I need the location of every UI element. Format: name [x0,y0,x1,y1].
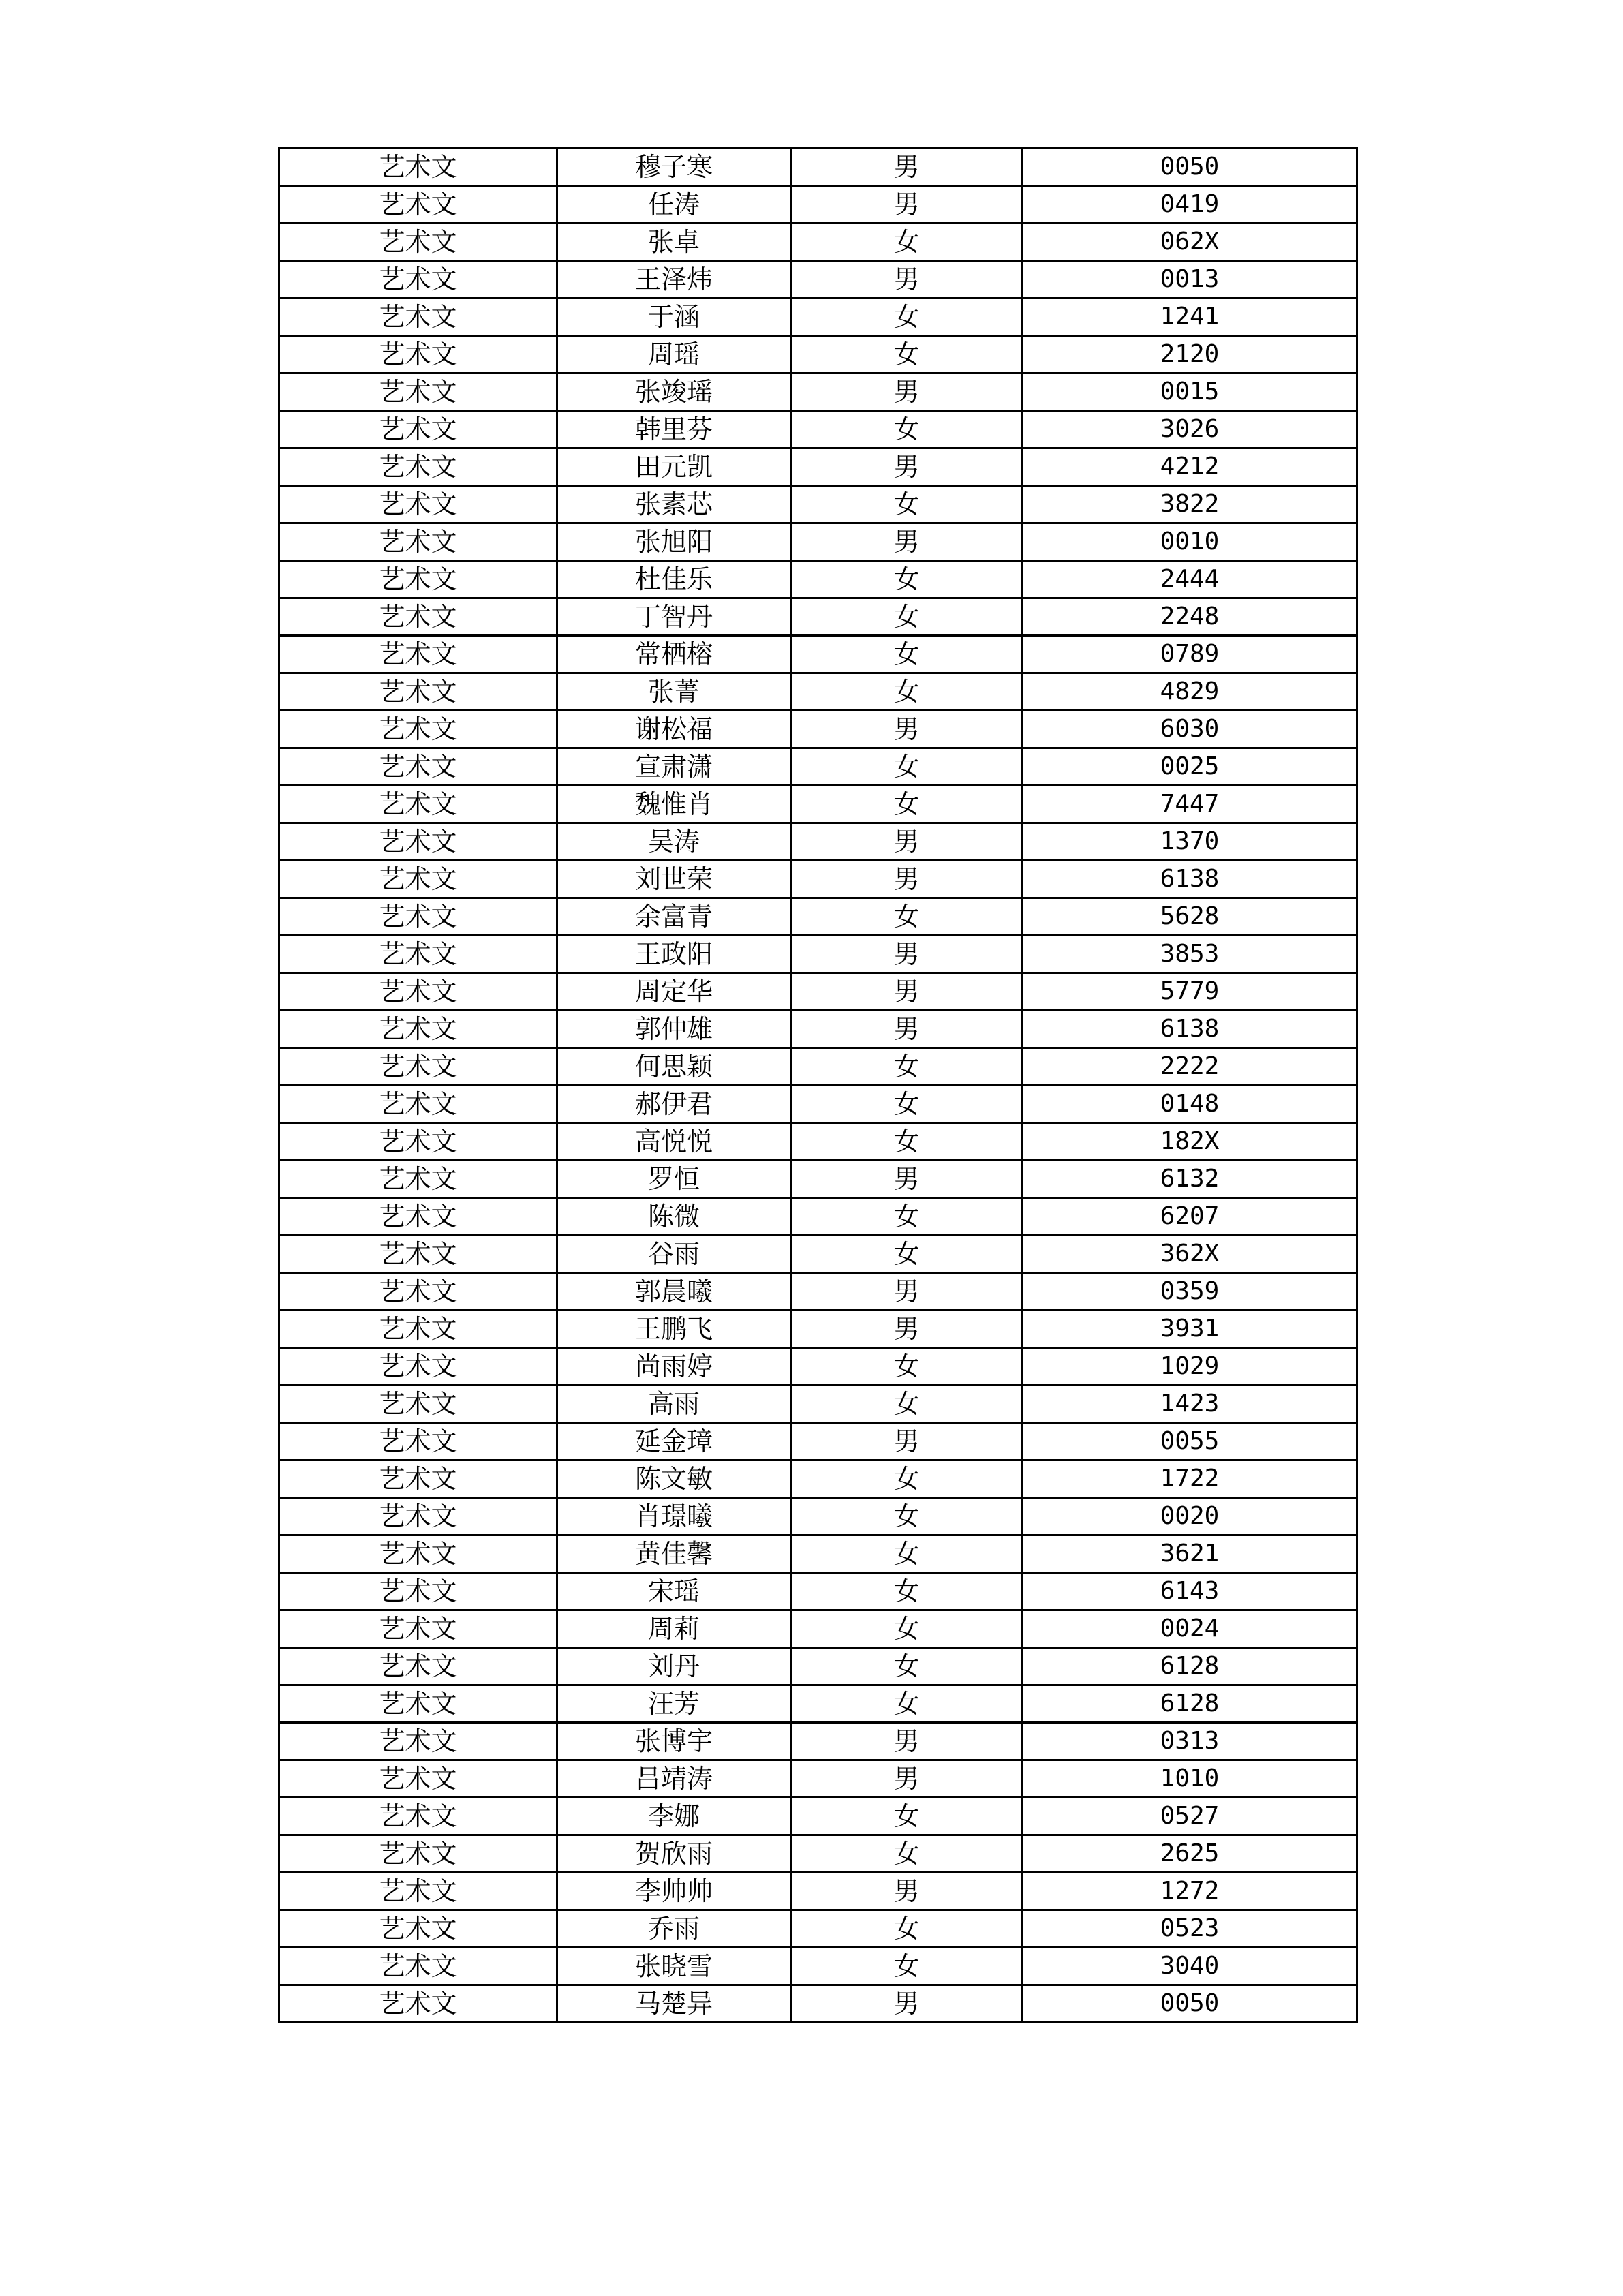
category-cell: 艺术文 [279,1648,557,1685]
category-cell: 艺术文 [279,1311,557,1348]
table-row [279,1798,1357,1835]
student-name-cell: 郝伊君 [557,1086,791,1123]
student-roster-table [278,147,1358,2023]
student-name-cell: 常栖榕 [557,636,791,673]
category-cell: 艺术文 [279,786,557,823]
student-name-cell: 马楚异 [557,1985,791,2023]
gender-cell: 男 [791,973,1023,1011]
roster-table-body [279,149,1357,2023]
gender-cell: 男 [791,149,1023,186]
student-name-cell: 李帅帅 [557,1873,791,1910]
table-row [279,1198,1357,1236]
id-suffix-cell: 2625 [1023,1835,1357,1873]
id-suffix-cell: 0419 [1023,186,1357,224]
student-name-cell: 李娜 [557,1798,791,1835]
gender-cell: 女 [791,748,1023,786]
table-row [279,748,1357,786]
id-suffix-cell: 7447 [1023,786,1357,823]
category-cell: 艺术文 [279,186,557,224]
student-name-cell: 黄佳馨 [557,1535,791,1573]
gender-cell: 男 [791,1311,1023,1348]
gender-cell: 女 [791,486,1023,523]
id-suffix-cell: 0013 [1023,261,1357,299]
table-row [279,1011,1357,1048]
gender-cell: 女 [791,673,1023,711]
student-name-cell: 周定华 [557,973,791,1011]
id-suffix-cell: 6143 [1023,1573,1357,1610]
table-row [279,411,1357,448]
id-suffix-cell: 3822 [1023,486,1357,523]
category-cell: 艺术文 [279,486,557,523]
student-name-cell: 张素芯 [557,486,791,523]
gender-cell: 男 [791,373,1023,411]
gender-cell: 女 [791,1648,1023,1685]
id-suffix-cell: 2444 [1023,561,1357,598]
gender-cell: 男 [791,823,1023,861]
gender-cell: 男 [791,1760,1023,1798]
table-row [279,861,1357,898]
id-suffix-cell: 0020 [1023,1498,1357,1535]
student-name-cell: 陈文敏 [557,1460,791,1498]
category-cell: 艺术文 [279,898,557,936]
table-row [279,448,1357,486]
id-suffix-cell: 3621 [1023,1535,1357,1573]
id-suffix-cell: 3026 [1023,411,1357,448]
category-cell: 艺术文 [279,973,557,1011]
id-suffix-cell: 0010 [1023,523,1357,561]
id-suffix-cell: 5779 [1023,973,1357,1011]
category-cell: 艺术文 [279,1873,557,1910]
student-name-cell: 陈微 [557,1198,791,1236]
gender-cell: 男 [791,1423,1023,1460]
student-name-cell: 贺欣雨 [557,1835,791,1873]
gender-cell: 女 [791,224,1023,261]
id-suffix-cell: 6138 [1023,1011,1357,1048]
category-cell: 艺术文 [279,1348,557,1386]
id-suffix-cell: 362X [1023,1236,1357,1273]
category-cell: 艺术文 [279,936,557,973]
table-row [279,224,1357,261]
category-cell: 艺术文 [279,1048,557,1086]
gender-cell: 女 [791,336,1023,373]
category-cell: 艺术文 [279,861,557,898]
id-suffix-cell: 0055 [1023,1423,1357,1460]
id-suffix-cell: 6128 [1023,1685,1357,1723]
category-cell: 艺术文 [279,748,557,786]
gender-cell: 女 [791,898,1023,936]
table-row [279,786,1357,823]
student-name-cell: 丁智丹 [557,598,791,636]
id-suffix-cell: 0025 [1023,748,1357,786]
student-name-cell: 张竣瑶 [557,373,791,411]
student-name-cell: 周瑶 [557,336,791,373]
student-name-cell: 谷雨 [557,1236,791,1273]
student-name-cell: 张卓 [557,224,791,261]
student-name-cell: 任涛 [557,186,791,224]
category-cell: 艺术文 [279,636,557,673]
id-suffix-cell: 182X [1023,1123,1357,1161]
id-suffix-cell: 062X [1023,224,1357,261]
gender-cell: 男 [791,1985,1023,2023]
gender-cell: 女 [791,299,1023,336]
table-row [279,373,1357,411]
gender-cell: 男 [791,861,1023,898]
gender-cell: 男 [791,186,1023,224]
gender-cell: 男 [791,448,1023,486]
student-name-cell: 余富青 [557,898,791,936]
gender-cell: 女 [791,598,1023,636]
gender-cell: 女 [791,411,1023,448]
gender-cell: 女 [791,1386,1023,1423]
table-row [279,1535,1357,1573]
category-cell: 艺术文 [279,1573,557,1610]
category-cell: 艺术文 [279,1236,557,1273]
category-cell: 艺术文 [279,1685,557,1723]
category-cell: 艺术文 [279,1460,557,1498]
table-row [279,1610,1357,1648]
student-name-cell: 尚雨婷 [557,1348,791,1386]
gender-cell: 女 [791,1086,1023,1123]
table-row [279,1460,1357,1498]
table-row [279,1048,1357,1086]
category-cell: 艺术文 [279,1610,557,1648]
category-cell: 艺术文 [279,224,557,261]
id-suffix-cell: 4212 [1023,448,1357,486]
student-name-cell: 王泽炜 [557,261,791,299]
table-row [279,523,1357,561]
gender-cell: 男 [791,523,1023,561]
student-name-cell: 宣肃潇 [557,748,791,786]
student-name-cell: 高雨 [557,1386,791,1423]
student-name-cell: 高悦悦 [557,1123,791,1161]
id-suffix-cell: 3040 [1023,1948,1357,1985]
category-cell: 艺术文 [279,1386,557,1423]
id-suffix-cell: 3853 [1023,936,1357,973]
table-row [279,336,1357,373]
id-suffix-cell: 0789 [1023,636,1357,673]
id-suffix-cell: 0148 [1023,1086,1357,1123]
table-row [279,1498,1357,1535]
table-row [279,1311,1357,1348]
student-name-cell: 周莉 [557,1610,791,1648]
table-row [279,1386,1357,1423]
student-name-cell: 张旭阳 [557,523,791,561]
student-name-cell: 汪芳 [557,1685,791,1723]
category-cell: 艺术文 [279,1123,557,1161]
student-name-cell: 张晓雪 [557,1948,791,1985]
table-row [279,1273,1357,1311]
student-name-cell: 罗恒 [557,1161,791,1198]
id-suffix-cell: 2248 [1023,598,1357,636]
table-row [279,1873,1357,1910]
category-cell: 艺术文 [279,299,557,336]
table-row [279,1723,1357,1760]
gender-cell: 女 [791,1123,1023,1161]
category-cell: 艺术文 [279,1535,557,1573]
id-suffix-cell: 1029 [1023,1348,1357,1386]
id-suffix-cell: 2120 [1023,336,1357,373]
id-suffix-cell: 3931 [1023,1311,1357,1348]
id-suffix-cell: 6138 [1023,861,1357,898]
student-name-cell: 于涵 [557,299,791,336]
category-cell: 艺术文 [279,411,557,448]
gender-cell: 女 [791,636,1023,673]
id-suffix-cell: 0523 [1023,1910,1357,1948]
table-row [279,186,1357,224]
table-row [279,973,1357,1011]
id-suffix-cell: 0359 [1023,1273,1357,1311]
id-suffix-cell: 6132 [1023,1161,1357,1198]
category-cell: 艺术文 [279,711,557,748]
category-cell: 艺术文 [279,1198,557,1236]
gender-cell: 女 [791,1685,1023,1723]
category-cell: 艺术文 [279,1011,557,1048]
category-cell: 艺术文 [279,1498,557,1535]
id-suffix-cell: 6207 [1023,1198,1357,1236]
table-row [279,1648,1357,1685]
table-row [279,261,1357,299]
category-cell: 艺术文 [279,1835,557,1873]
category-cell: 艺术文 [279,598,557,636]
category-cell: 艺术文 [279,1910,557,1948]
table-row [279,1161,1357,1198]
gender-cell: 女 [791,1048,1023,1086]
student-name-cell: 延金璋 [557,1423,791,1460]
id-suffix-cell: 5628 [1023,898,1357,936]
student-name-cell: 田元凯 [557,448,791,486]
student-name-cell: 王鹏飞 [557,1311,791,1348]
gender-cell: 女 [791,1610,1023,1648]
id-suffix-cell: 0015 [1023,373,1357,411]
student-name-cell: 谢松福 [557,711,791,748]
table-row [279,561,1357,598]
category-cell: 艺术文 [279,149,557,186]
student-name-cell: 郭仲雄 [557,1011,791,1048]
gender-cell: 男 [791,1723,1023,1760]
table-row [279,1910,1357,1948]
id-suffix-cell: 0527 [1023,1798,1357,1835]
category-cell: 艺术文 [279,1985,557,2023]
category-cell: 艺术文 [279,523,557,561]
gender-cell: 男 [791,711,1023,748]
student-name-cell: 穆子寒 [557,149,791,186]
gender-cell: 女 [791,1198,1023,1236]
table-row [279,711,1357,748]
student-name-cell: 韩里芬 [557,411,791,448]
category-cell: 艺术文 [279,336,557,373]
gender-cell: 女 [791,1460,1023,1498]
id-suffix-cell: 0050 [1023,1985,1357,2023]
table-row [279,486,1357,523]
gender-cell: 男 [791,1011,1023,1048]
table-row [279,1123,1357,1161]
table-row [279,1423,1357,1460]
student-name-cell: 刘世荣 [557,861,791,898]
table-row [279,673,1357,711]
gender-cell: 男 [791,1161,1023,1198]
gender-cell: 男 [791,936,1023,973]
category-cell: 艺术文 [279,1161,557,1198]
student-name-cell: 张博宇 [557,1723,791,1760]
gender-cell: 男 [791,261,1023,299]
category-cell: 艺术文 [279,1723,557,1760]
student-name-cell: 王政阳 [557,936,791,973]
gender-cell: 女 [791,1835,1023,1873]
table-row [279,1985,1357,2023]
table-row [279,1348,1357,1386]
category-cell: 艺术文 [279,448,557,486]
id-suffix-cell: 6030 [1023,711,1357,748]
table-row [279,1685,1357,1723]
gender-cell: 女 [791,1498,1023,1535]
table-row [279,299,1357,336]
table-row [279,636,1357,673]
id-suffix-cell: 4829 [1023,673,1357,711]
table-row [279,1948,1357,1985]
gender-cell: 女 [791,1948,1023,1985]
category-cell: 艺术文 [279,561,557,598]
id-suffix-cell: 2222 [1023,1048,1357,1086]
gender-cell: 女 [791,1573,1023,1610]
table-row [279,1835,1357,1873]
student-name-cell: 宋瑶 [557,1573,791,1610]
table-row [279,1760,1357,1798]
id-suffix-cell: 0313 [1023,1723,1357,1760]
category-cell: 艺术文 [279,1760,557,1798]
table-row [279,898,1357,936]
id-suffix-cell: 6128 [1023,1648,1357,1685]
category-cell: 艺术文 [279,1423,557,1460]
student-name-cell: 乔雨 [557,1910,791,1948]
student-name-cell: 魏惟肖 [557,786,791,823]
category-cell: 艺术文 [279,261,557,299]
id-suffix-cell: 1272 [1023,1873,1357,1910]
category-cell: 艺术文 [279,673,557,711]
gender-cell: 男 [791,1873,1023,1910]
gender-cell: 女 [791,1348,1023,1386]
student-name-cell: 张菁 [557,673,791,711]
table-row [279,1236,1357,1273]
student-name-cell: 杜佳乐 [557,561,791,598]
category-cell: 艺术文 [279,1086,557,1123]
gender-cell: 男 [791,1273,1023,1311]
id-suffix-cell: 0024 [1023,1610,1357,1648]
category-cell: 艺术文 [279,1948,557,1985]
category-cell: 艺术文 [279,1273,557,1311]
category-cell: 艺术文 [279,373,557,411]
student-name-cell: 何思颖 [557,1048,791,1086]
table-row [279,823,1357,861]
table-row [279,598,1357,636]
student-name-cell: 吕靖涛 [557,1760,791,1798]
gender-cell: 女 [791,1910,1023,1948]
id-suffix-cell: 1241 [1023,299,1357,336]
student-name-cell: 肖璟曦 [557,1498,791,1535]
id-suffix-cell: 1423 [1023,1386,1357,1423]
gender-cell: 女 [791,786,1023,823]
id-suffix-cell: 0050 [1023,149,1357,186]
id-suffix-cell: 1370 [1023,823,1357,861]
gender-cell: 女 [791,561,1023,598]
table-row [279,149,1357,186]
category-cell: 艺术文 [279,823,557,861]
table-row [279,936,1357,973]
table-row [279,1573,1357,1610]
gender-cell: 女 [791,1535,1023,1573]
category-cell: 艺术文 [279,1798,557,1835]
student-name-cell: 郭晨曦 [557,1273,791,1311]
id-suffix-cell: 1010 [1023,1760,1357,1798]
student-name-cell: 刘丹 [557,1648,791,1685]
id-suffix-cell: 1722 [1023,1460,1357,1498]
table-row [279,1086,1357,1123]
gender-cell: 女 [791,1236,1023,1273]
student-name-cell: 吴涛 [557,823,791,861]
gender-cell: 女 [791,1798,1023,1835]
